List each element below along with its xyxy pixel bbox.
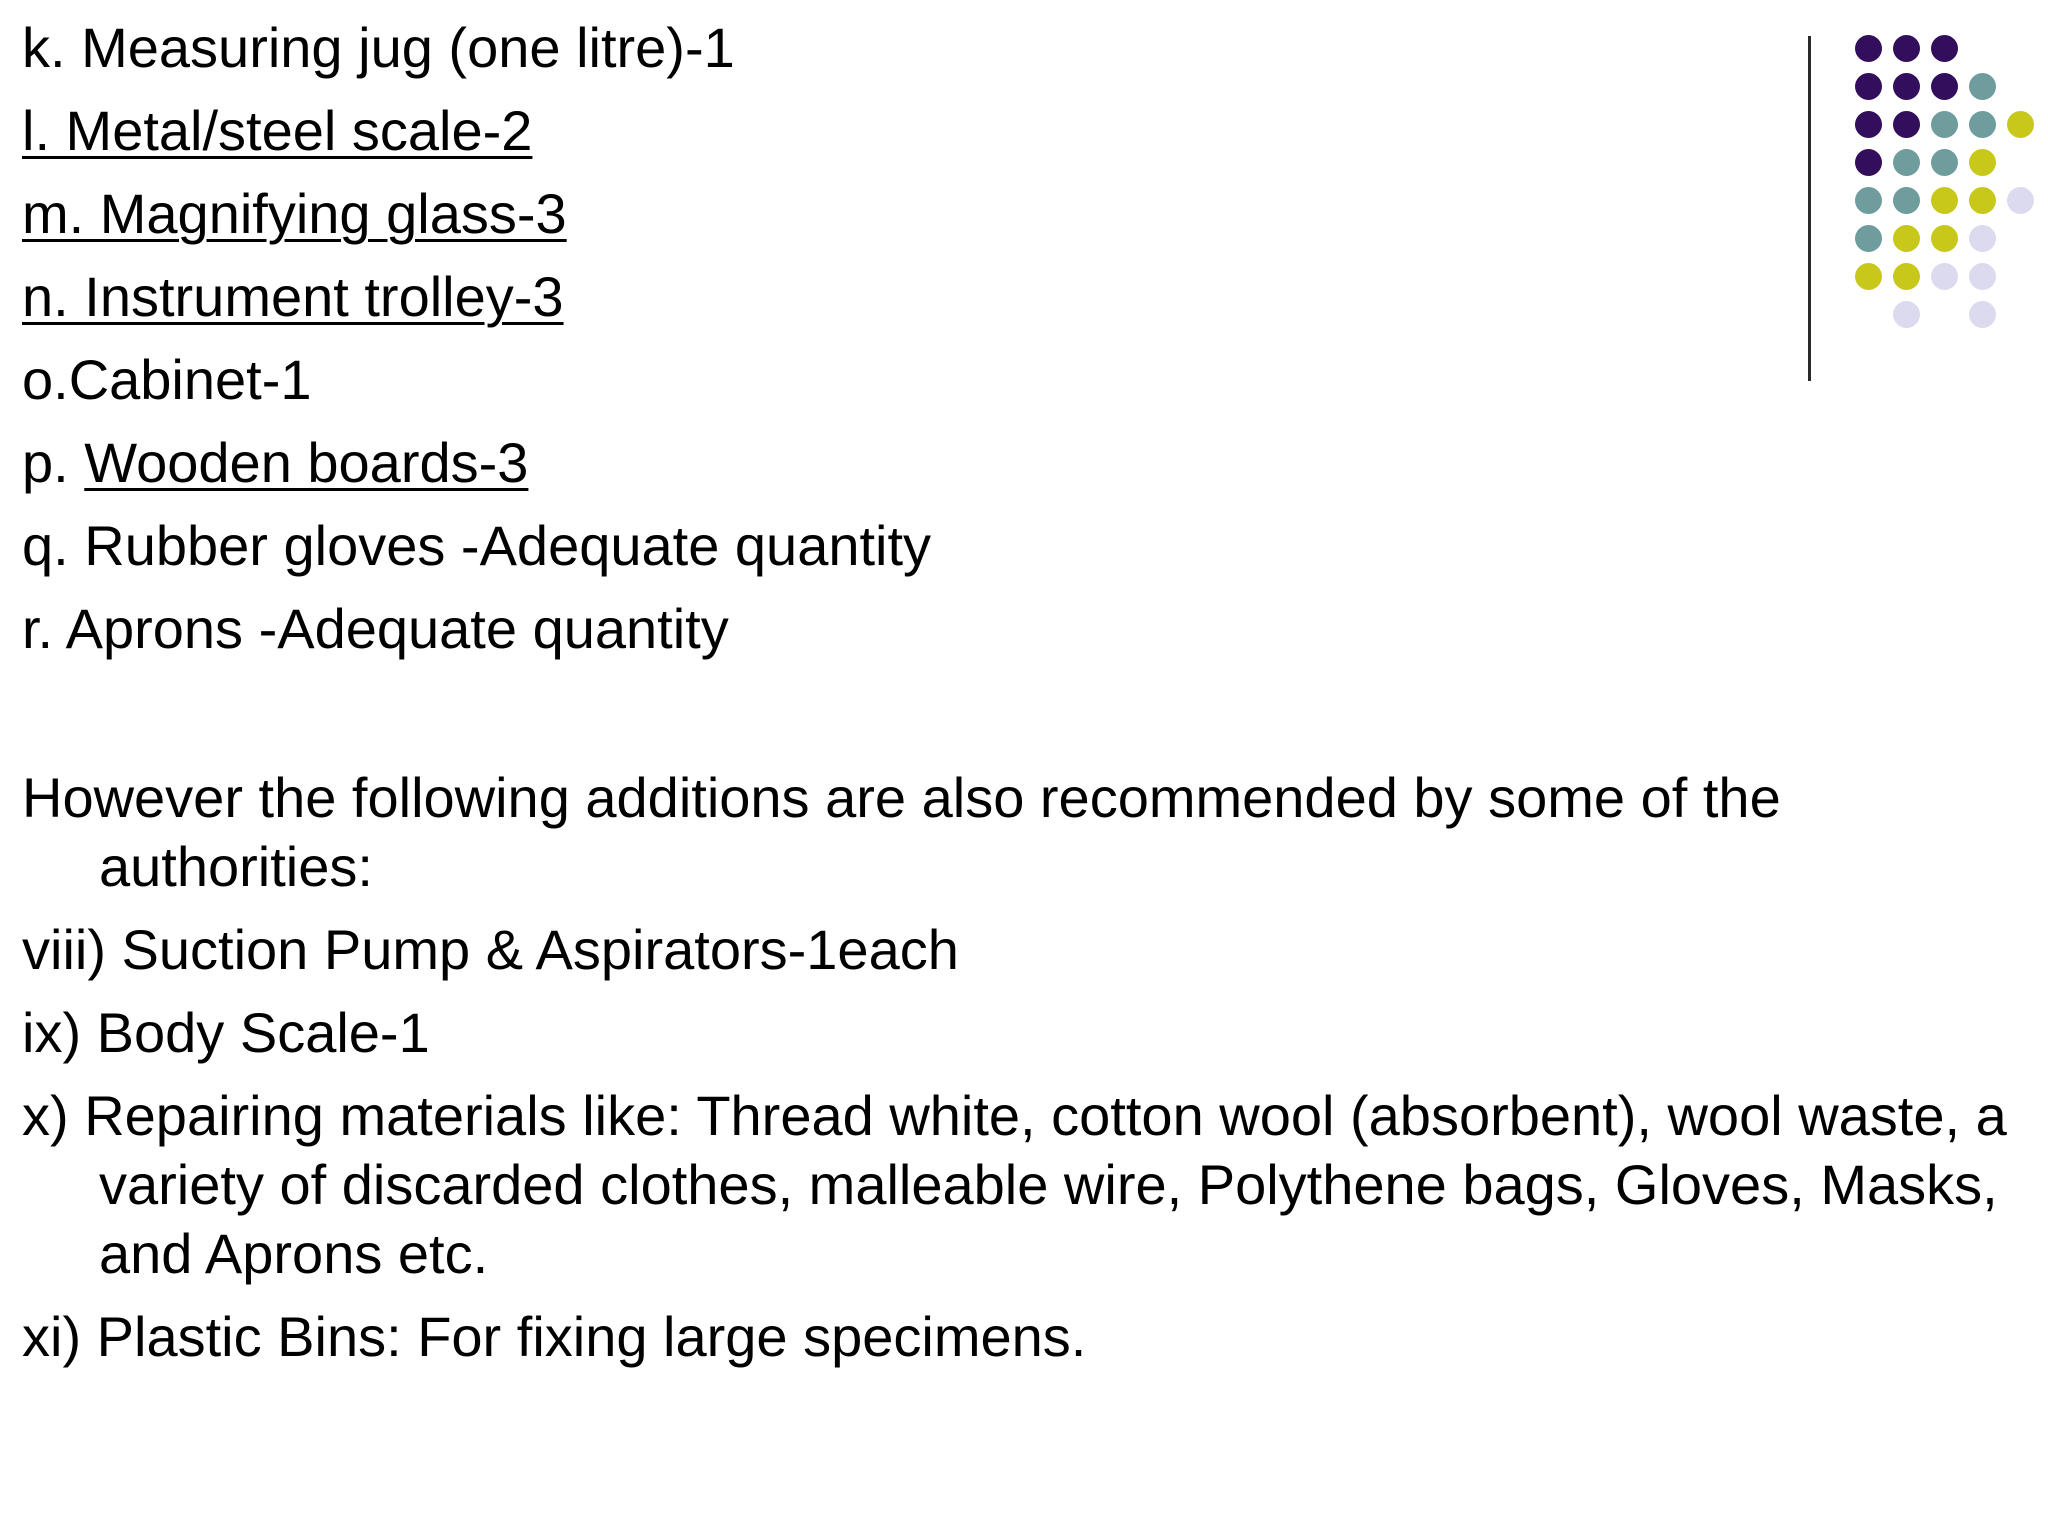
spacer [22, 678, 2022, 763]
list-item-text: r. Aprons -Adequate quantity [22, 597, 729, 660]
list-item-p [22, 429, 2022, 512]
additions-intro: However the following additions are also recommended by some of the authorities: [22, 766, 1781, 898]
addition-item-ix: ix) Body Scale-1 [22, 1001, 430, 1064]
list-item-r [22, 595, 2022, 678]
vertical-divider [1808, 36, 1811, 381]
list-item-k [22, 14, 2022, 97]
list-item-text: Wooden boards-3 [84, 431, 529, 494]
list-item-text: q. Rubber gloves -Adequate quantity [22, 514, 932, 577]
list-item-text: o.Cabinet-1 [22, 348, 312, 411]
list-item-l [22, 97, 2022, 180]
list-item-text: l. Metal/steel scale-2 [22, 99, 533, 162]
list-item-text: k. Measuring jug (one litre)-1 [22, 16, 735, 79]
slide-body [22, 14, 2022, 1385]
list-item-n [22, 263, 2022, 346]
list-item-text: n. Instrument trolley-3 [22, 265, 564, 328]
list-item-o [22, 346, 2022, 429]
list-item-m [22, 180, 2022, 263]
list-item-prefix: p. [22, 431, 85, 494]
addition-item-viii: viii) Suction Pump & Aspirators-1each [22, 918, 959, 981]
list-item-q [22, 512, 2022, 595]
list-item-text: m. Magnifying glass-3 [22, 182, 567, 245]
addition-item-x: x) Repairing materials like: Thread white, cotton wool (absorbent), wool waste, a variety of discarded clothes, malleable wire, Polythene bags, Gloves, Masks, and Aprons etc. [22, 1084, 2007, 1285]
addition-item-xi: xi) Plastic Bins: For fixing large specimens. [22, 1305, 1087, 1368]
